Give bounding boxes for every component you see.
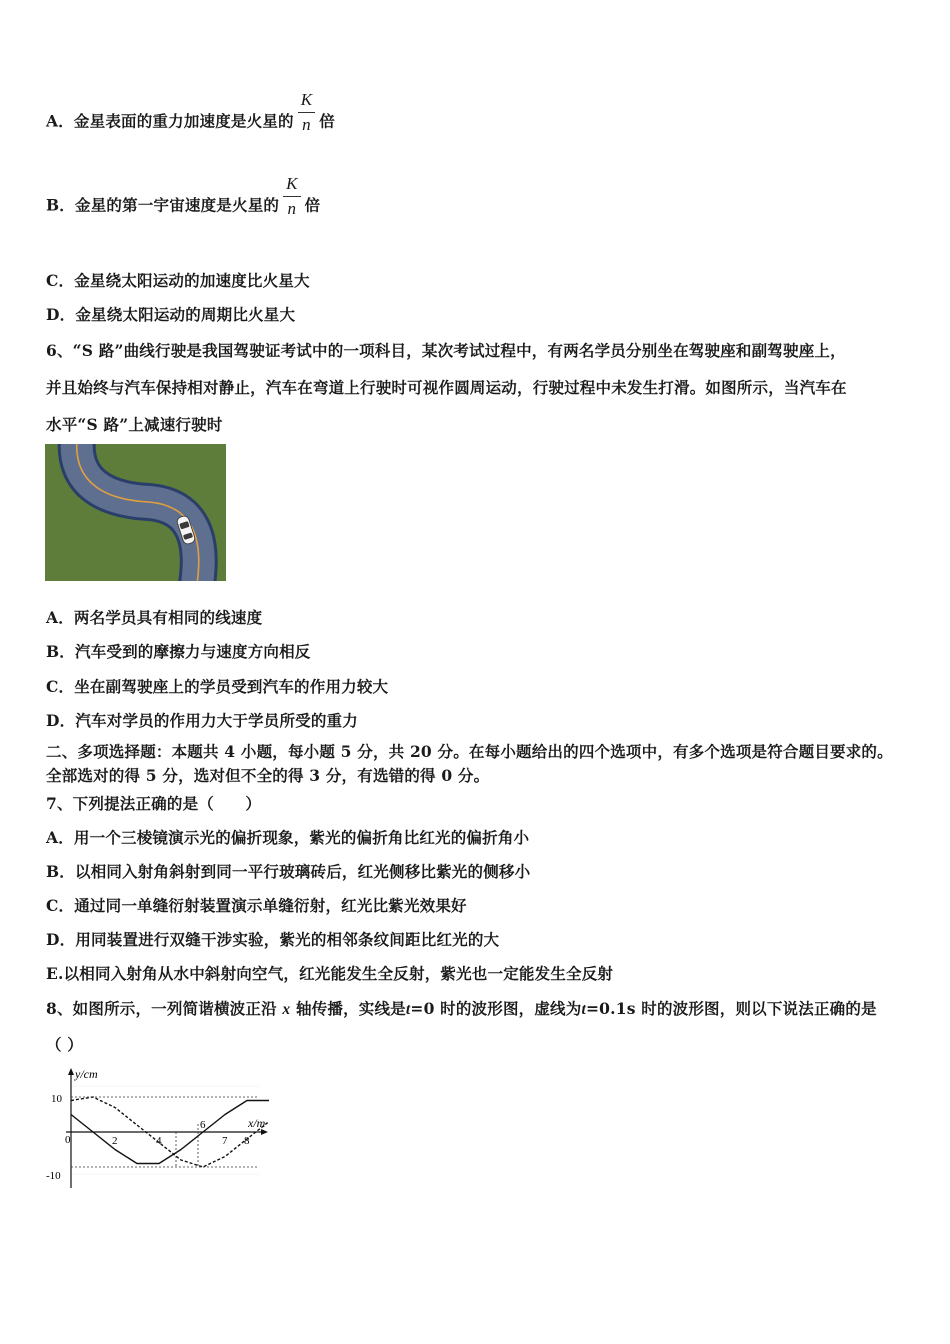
y-axis-label: y/cm [75, 1067, 98, 1081]
q7-option-e: E.以相同入射角从水中斜射向空气，红光能发生全反射，紫光也一定能发生全反射 [46, 964, 614, 983]
q8-stem [46, 997, 877, 1019]
q8-stem-part-4: =0.1s 时的波形图，则以下说法正确的是 [585, 999, 877, 1018]
q5-option-b-prefix: B．金星的第一宇宙速度是火星的 [46, 195, 280, 215]
y-tick-top: 10 [51, 1093, 62, 1105]
wave-chart [44, 1064, 274, 1194]
y-tick-bottom: -10 [46, 1170, 61, 1182]
fraction-k-over-n-a [298, 90, 316, 135]
x-tick-labels [112, 1119, 250, 1147]
q7-option-c: C．通过同一单缝衍射装置演示单缝衍射，红光比紫光效果好 [46, 896, 467, 915]
y-axis-arrow-icon [68, 1068, 74, 1075]
q6-stem-line-3: 水平“S 路”上减速行驶时 [46, 415, 223, 434]
fraction-k-over-n-b [283, 174, 301, 219]
x-tick-label-2: 2 [112, 1135, 118, 1147]
q8-answer-blank: （ ） [46, 1035, 83, 1054]
origin-label: 0 [65, 1134, 71, 1146]
q8-var-t-2: t [581, 1001, 586, 1018]
q7-option-d: D．用同装置进行双缝干涉实验，紫光的相邻条纹间距比红光的大 [46, 930, 500, 949]
fraction-numerator: K [298, 90, 316, 113]
q8-stem-part-3: =0 时的波形图，虚线为 [410, 999, 582, 1018]
q8-var-x: x [282, 1001, 291, 1018]
x-tick-label-8: 8 [244, 1135, 250, 1147]
q5-option-c: C．金星绕太阳运动的加速度比火星大 [46, 271, 310, 290]
x-tick-label-6: 6 [200, 1119, 206, 1131]
q6-stem-line-2: 并且始终与汽车保持相对静止，汽车在弯道上行驶时可视作圆周运动，行驶过程中未发生打滑。如图所示，当汽车在 [46, 378, 847, 397]
q5-option-a [46, 90, 335, 145]
fraction-denominator: n [302, 115, 311, 134]
x-tick-label-4: 4 [156, 1135, 162, 1147]
q6-option-d: D．汽车对学员的作用力大于学员所受的重力 [46, 711, 358, 730]
q5-option-b [46, 174, 321, 229]
q6-option-c: C．坐在副驾驶座上的学员受到汽车的作用力较大 [46, 677, 389, 696]
fraction-numerator: K [283, 174, 301, 197]
q6-option-a: A．两名学员具有相同的线速度 [46, 608, 263, 627]
s-road-figure [45, 444, 226, 581]
q8-stem-part-2: 轴传播，实线是 [295, 999, 406, 1018]
q7-option-a: A．用一个三棱镜演示光的偏折现象，紫光的偏折角比红光的偏折角小 [46, 828, 530, 847]
fraction-denominator: n [287, 199, 297, 218]
x-axis-label: x/m [248, 1116, 266, 1130]
q6-option-b: B．汽车受到的摩擦力与速度方向相反 [46, 642, 311, 661]
q7-option-b: B．以相同入射角斜射到同一平行玻璃砖后，红光侧移比紫光的侧移小 [46, 862, 531, 881]
chart-grid [71, 1086, 259, 1174]
x-tick-label-7: 7 [222, 1135, 228, 1147]
q7-stem: 7、下列提法正确的是（ ） [46, 794, 262, 813]
q5-option-a-prefix: A．金星表面的重力加速度是火星的 [46, 111, 294, 131]
q8-var-t-1: t [405, 1001, 411, 1018]
q5-option-d: D．金星绕太阳运动的周期比火星大 [46, 305, 296, 324]
q5-option-b-suffix: 倍 [304, 195, 321, 215]
q8-stem-part-1: 8、如图所示，一列简谐横波正沿 [46, 999, 277, 1018]
section-2-heading: 二、多项选择题：本题共 4 小题，每小题 5 分，共 20 分。在每小题给出的四个选项中，有多个选项是符合题目要求的。全部选对的得 5 分，选对但不全的得 3 分，有选错的得 0 分。 [46, 742, 893, 785]
q5-option-a-suffix: 倍 [319, 111, 335, 131]
q6-stem-line-1: 6、“S 路”曲线行驶是我国驾驶证考试中的一项科目，某次考试过程中，有两名学员分别坐在驾驶座和副驾驶座上， [46, 341, 846, 360]
